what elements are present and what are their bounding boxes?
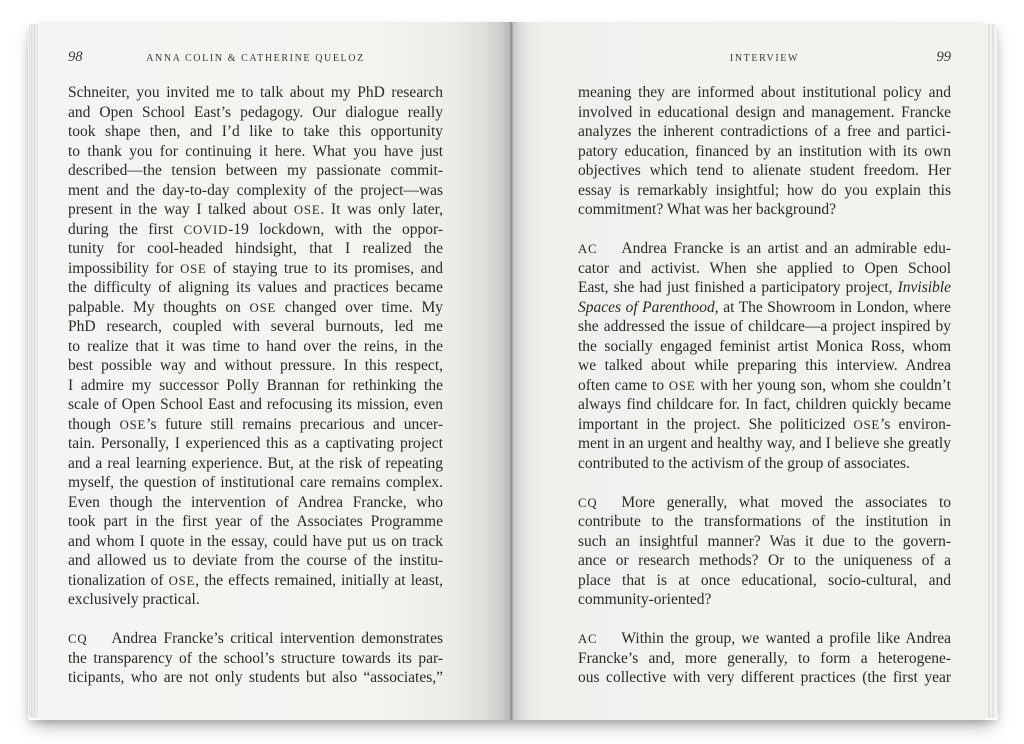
text-line: [578, 200, 951, 220]
text-line: [578, 590, 951, 610]
text-segment: often came to: [578, 376, 669, 394]
text-segment: cator and activist. When she applied to Open School: [578, 259, 951, 277]
text-segment: contribute to the transformations of the institution in: [578, 513, 951, 530]
text-line: [578, 395, 951, 415]
text-segment: involved in educational design and management. Francke: [578, 103, 951, 121]
text-line: [578, 161, 951, 181]
text-segment: Francke’s and, more generally, to form a heterogene-: [578, 649, 951, 667]
text-segment: and allowed us to deviate from the course of the institu-: [68, 552, 443, 569]
text-segment: impossibility for: [68, 259, 181, 277]
text-segment: important in the project. She politicized: [578, 415, 854, 433]
text-segment: place that is at once educational, socio-cultural, and: [578, 571, 951, 589]
text-segment: she addressed the issue of childcare—a project inspired by: [578, 318, 951, 335]
text-segment: tionalization of: [68, 571, 169, 589]
text-line: [68, 629, 443, 649]
text-segment: Even though the intervention of Andrea Francke, who: [68, 493, 443, 511]
text-line: [578, 629, 951, 649]
text-segment: essay is remarkably insightful; how do you explain this: [578, 181, 951, 199]
text-segment: patory education, financed by an institution with its own: [578, 142, 951, 160]
text-line: [578, 356, 951, 376]
text-segment: took part in the first year of the Associates Programme: [68, 513, 443, 530]
paragraph: [68, 83, 443, 610]
text-line: [68, 590, 443, 610]
text-segment: tunity for cool-headed hindsight, that I realized the: [68, 240, 443, 257]
text-segment: -19 lockdown, with the oppor-: [228, 220, 443, 238]
text-segment: Within the group, we wanted a profile like Andrea: [621, 630, 951, 647]
running-header-right: INTERVIEW: [729, 53, 800, 64]
paragraph: [578, 239, 951, 473]
text-line: [68, 356, 443, 376]
text-line: [578, 317, 951, 337]
speaker-label: CQ: [68, 632, 88, 646]
left-page-header: [68, 49, 443, 67]
text-segment: I admire my successor Polly Brannan for rethinking the: [68, 376, 443, 394]
text-segment: meaning they are informed about institutional policy and: [578, 84, 951, 101]
text-line: [578, 239, 951, 259]
text-line: [578, 103, 951, 123]
paragraph: [68, 629, 443, 688]
text-segment: OSE: [168, 573, 196, 588]
text-segment: ’s environ-: [880, 415, 951, 433]
text-segment: such an insightful manner? Was it due to the govern-: [578, 532, 951, 550]
text-line: [578, 571, 951, 591]
text-segment: OSE: [293, 203, 321, 217]
text-line: [68, 493, 443, 513]
text-line: [68, 103, 443, 123]
text-line: [68, 395, 443, 415]
text-segment: the difficulty of aligning its values and practices became: [68, 279, 443, 296]
text-line: [578, 434, 951, 454]
text-segment: palpable. My thoughts on: [68, 298, 250, 316]
text-line: [68, 532, 443, 552]
text-line: [68, 278, 443, 298]
text-line: [68, 337, 443, 357]
text-segment: present in the way I talked about: [68, 201, 294, 218]
text-segment: with her young son, whom she couldn’t: [695, 376, 951, 394]
paragraph: [578, 83, 951, 220]
text-line: [578, 298, 951, 318]
page-number-right: 99: [936, 49, 951, 65]
text-segment: we talked about while preparing this interview. Andrea: [578, 357, 951, 374]
text-segment: to thank you for continuing it here. What you have just: [68, 142, 443, 160]
text-line: [68, 668, 443, 688]
text-line: [578, 337, 951, 357]
text-line: [68, 317, 443, 337]
text-segment: , the effects remained, initially at least,: [195, 571, 443, 589]
right-page-text-column: [578, 83, 951, 688]
text-line: [68, 473, 443, 493]
text-segment: the transparency of the school’s structure towards its par-: [68, 649, 443, 667]
text-line: [578, 142, 951, 162]
text-line: [68, 161, 443, 181]
text-segment: OSE: [668, 378, 696, 393]
page-number-left: 98: [68, 49, 83, 65]
text-segment: OSE: [249, 300, 277, 315]
text-segment: took shape then, and I’d like to take this opportunity: [68, 123, 443, 140]
text-line: [68, 512, 443, 532]
text-line: [68, 376, 443, 396]
text-segment: OSE: [119, 417, 147, 432]
text-line: [68, 454, 443, 474]
text-segment: COVID: [183, 222, 229, 237]
text-segment: ance or research methods? Or to the uniqueness of a: [578, 552, 951, 569]
text-line: [578, 668, 951, 688]
text-segment: exclusively practical.: [68, 591, 200, 608]
right-page: [513, 22, 985, 720]
text-line: [578, 83, 951, 103]
text-line: [68, 239, 443, 259]
text-segment: OSE: [180, 261, 207, 276]
text-line: [68, 434, 443, 454]
text-line: [578, 259, 951, 279]
text-line: [68, 259, 443, 279]
paragraph: [578, 629, 951, 688]
text-line: [68, 220, 443, 240]
text-segment: and Open School East’s pedagogy. Our dialogue really: [68, 103, 443, 121]
text-segment: ticipants, who are not only students but also “associates,”: [68, 669, 443, 686]
book-spread: [28, 22, 998, 720]
text-segment: . It was only later,: [320, 201, 444, 218]
text-segment: Invisible: [897, 279, 951, 296]
speaker-label: CQ: [578, 495, 598, 510]
text-segment: Andrea Francke’s critical intervention demonstrates: [111, 630, 443, 647]
text-line: [578, 181, 951, 201]
text-line: [68, 200, 443, 220]
left-page-text-column: [68, 83, 443, 688]
text-line: [68, 649, 443, 669]
text-segment: Schneiter, you invited me to talk about my PhD research: [68, 84, 443, 101]
text-line: [578, 493, 951, 513]
text-segment: ous collective with very different practices (the first year: [578, 669, 951, 686]
text-line: [578, 649, 951, 669]
speaker-label: AC: [578, 632, 598, 646]
text-segment: More generally, what moved the associates to: [621, 493, 951, 511]
text-segment: myself, the question of institutional care remains complex.: [68, 474, 443, 491]
text-line: [68, 122, 443, 142]
left-page: [38, 22, 510, 720]
text-segment: contributed to the activism of the group of associates.: [578, 454, 910, 472]
text-segment: described—the tension between my passionate commit-: [68, 162, 443, 179]
text-segment: Andrea Francke is an artist and an admirable edu-: [621, 240, 951, 257]
running-header-left: ANNA COLIN & CATHERINE QUELOZ: [146, 53, 365, 64]
text-segment: , at The Showroom in London, where: [714, 298, 951, 316]
text-segment: and whom I quote in the essay, could have put us on track: [68, 532, 443, 550]
text-segment: community-oriented?: [578, 591, 712, 608]
text-segment: to realize that it was time to hand over the reins, in the: [68, 337, 443, 355]
text-segment: during the first: [68, 220, 184, 238]
text-line: [578, 512, 951, 532]
text-line: [68, 551, 443, 571]
text-segment: objectives which tend to alienate student freedom. Her: [578, 162, 951, 179]
text-line: [68, 181, 443, 201]
text-segment: best possible way and without pressure. In this respect,: [68, 357, 443, 374]
text-segment: always find childcare for. In fact, children quickly became: [578, 396, 951, 413]
text-segment: Spaces of Parenthood: [578, 298, 715, 316]
text-segment: and a real learning experience. But, at the risk of repeating: [68, 454, 443, 472]
text-segment: East, she had just finished a participatory project,: [578, 279, 898, 296]
text-segment: scale of Open School East and refocusing its mission, even: [68, 396, 443, 413]
text-segment: changed over time. My: [276, 298, 443, 316]
text-line: [578, 278, 951, 298]
text-line: [68, 415, 443, 435]
text-segment: of staying true to its promises, and: [206, 259, 443, 277]
right-page-header: [578, 49, 951, 67]
text-segment: ’s future still remains precarious and uncer-: [146, 415, 444, 433]
text-line: [578, 454, 951, 474]
text-segment: analyzes the inherent contradictions of a free and partici-: [578, 123, 951, 140]
text-segment: the socially engaged feminist artist Monica Ross, whom: [578, 337, 951, 355]
text-line: [578, 415, 951, 435]
text-segment: ment in an urgent and healthy way, and I believe she greatly: [578, 435, 951, 452]
text-segment: PhD research, coupled with several burnouts, led me: [68, 318, 443, 335]
text-line: [578, 122, 951, 142]
page-stack-left-edge: [28, 24, 38, 718]
text-segment: though: [68, 415, 120, 433]
text-line: [68, 298, 443, 318]
text-line: [578, 532, 951, 552]
text-segment: OSE: [853, 417, 881, 432]
text-line: [68, 571, 443, 591]
page-stack-right-edge: [985, 24, 998, 718]
text-segment: tain. Personally, I experienced this as a captivating project: [68, 435, 443, 452]
speaker-label: AC: [578, 242, 598, 256]
text-line: [578, 551, 951, 571]
paragraph: [578, 493, 951, 610]
text-line: [68, 83, 443, 103]
text-segment: ment and the day-to-day complexity of the project—was: [68, 181, 443, 199]
text-segment: commitment? What was her background?: [578, 201, 836, 218]
text-line: [68, 142, 443, 162]
text-line: [578, 376, 951, 396]
